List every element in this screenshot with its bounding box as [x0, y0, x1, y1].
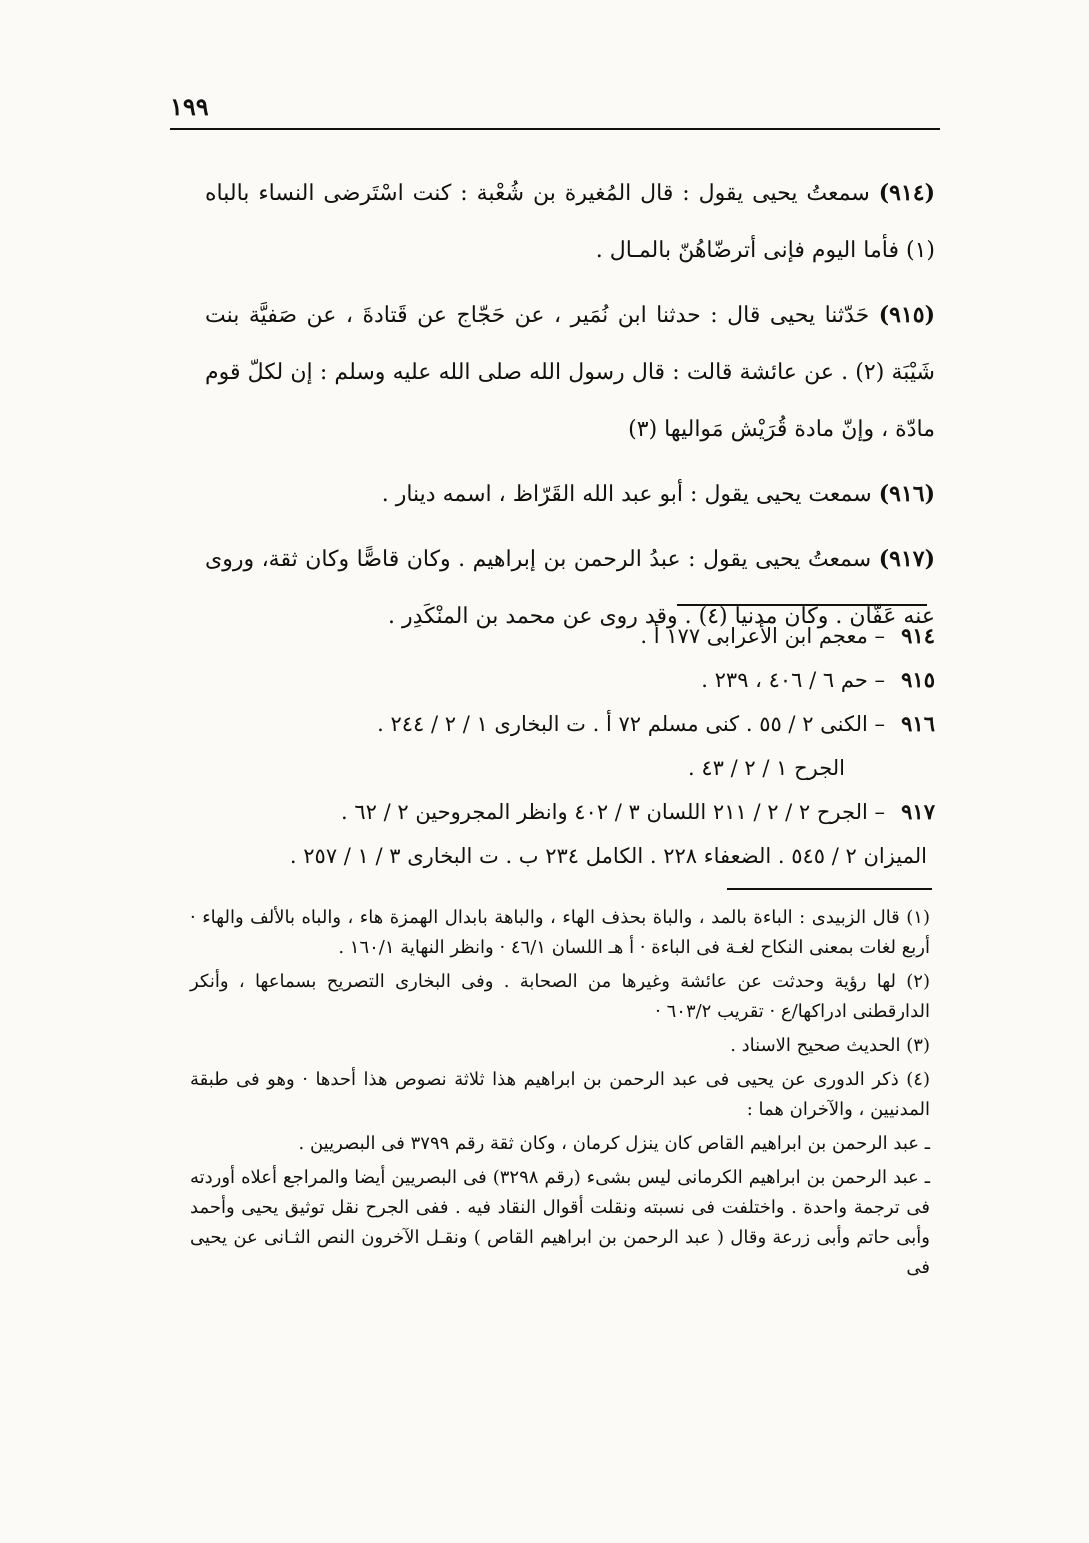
- reference-914: [205, 614, 935, 658]
- reference-number: ٩١٥: [901, 667, 935, 692]
- entry-914: [205, 165, 935, 279]
- reference-text: – حم ٦ / ٤٠٦ ، ٢٣٩ .: [701, 668, 885, 692]
- reference-text: الجرح ١ / ٢ / ٤٣ .: [688, 756, 845, 780]
- reference-text: – الكنى ٢ / ٥٥ . كنى مسلم ٧٢ أ . ت البخارى ١ / ٢ / ٢٤٤ .: [377, 712, 885, 736]
- reference-text: – الجرح ٢ / ٢ / ٢١١ اللسان ٣ / ٤٠٢ وانظر المجروحين ٢ / ٦٢ .: [341, 800, 885, 824]
- top-rule: [170, 128, 940, 130]
- entry-number: (٩١٤): [878, 180, 935, 206]
- reference-number: ٩١٧: [901, 799, 935, 824]
- footnote-3: (٣) الحديث صحيح الاسناد .: [730, 1035, 930, 1056]
- entry-number: (٩١٥): [878, 302, 935, 328]
- reference-text: الميزان ٢ / ٥٤٥ . الضعفاء ٢٢٨ . الكامل ٢٣٤ ب . ت البخارى ٣ / ١ / ٢٥٧ .: [289, 844, 927, 868]
- references: [205, 614, 935, 878]
- entry-915: [205, 287, 935, 458]
- reference-917-cont: [205, 834, 935, 878]
- footnotes-rule: [727, 888, 932, 890]
- footnote-4-item-2: ـ عبد الرحمن بن ابراهيم الكرمانى ليس بشىء (رقم ٣٢٩٨) فى البصريين أيضا والمراجع أعلاه أوردته فى ترجمة واحدة . واختلفت فى نسبته ونقلت أقوال النقاد فيه . ففى الجرح نقل توثيق يحيى وأحمد وأبى حاتم وأبى زرعة وقال ( عبد الرحمن بن ابراهيم القاص ) ونقـل الآخرون النص الثـانى عن يحيى فى: [190, 1167, 930, 1278]
- references-rule: [677, 604, 927, 606]
- entry-text: سمعت يحيى يقول : أبو عبد الله القَرّاظ ، اسمه دينار .: [381, 482, 872, 507]
- page-number: ١٩٩: [170, 92, 209, 121]
- reference-916: [205, 702, 935, 746]
- entry-number: (٩١٧): [878, 546, 935, 572]
- entry-text: حَدّثنا يحيى قال : حدثنا ابن نُمَير ، عن حَجّاج عن قَتادةَ ، عن صَفيَّة بنت شَيْبَة (٢) . عن عائشة قالت : قال رسول الله صلى الله عليه وسلم : إن لكلّ قوم مادّة ، وإنّ مادة قُرَيْش مَواليها (٣): [205, 303, 935, 442]
- reference-917: [205, 790, 935, 834]
- main-text: [205, 165, 935, 645]
- entry-text: سمعتُ يحيى يقول : قال المُغيرة بن شُعْبة : كنت اسْتَرضى النساء بالباه (١) فأما اليوم فإنى أترضّاهُنّ بالمـال .: [205, 181, 935, 263]
- footnote-4: (٤) ذكر الدورى عن يحيى فى عبد الرحمن بن ابراهيم هذا ثلاثة نصوص هذا أحدها · وهو فى طبقة المدنيين ، والآخران هما :: [190, 1069, 930, 1120]
- entry-number: (٩١٦): [878, 481, 935, 507]
- reference-915: [205, 658, 935, 702]
- footnote-2: (٢) لها رؤية وحدثت عن عائشة وغيرها من الصحابة . وفى البخارى التصريح بسماعها ، وأنكر الدارقطنى ادراكها/ع · تقريب ٦٠٣/٢ ·: [190, 971, 930, 1022]
- footnote-4-item-1: ـ عبد الرحمن بن ابراهيم القاص كان ينزل كرمان ، وكان ثقة رقم ٣٧٩٩ فى البصريين .: [298, 1133, 930, 1154]
- reference-number: ٩١٦: [901, 711, 935, 736]
- reference-916-cont: [205, 746, 935, 790]
- entry-text: سمعتُ يحيى يقول : عبدُ الرحمن بن إبراهيم . وكان قاصًّا وكان ثقة، وروى عنه عَفّان . وكان مدنيا (٤) . وقد روى عن محمد بن المنْكَدِر .: [205, 547, 935, 629]
- reference-number: ٩١٤: [901, 623, 935, 648]
- footnote-1: (١) قال الزبيدى : الباءة بالمد ، والباة بحذف الهاء ، والباهة بابدال الهمزة هاء ، والباه بالألف والهاء · أربع لغات بمعنى النكاح لغـة فى الباءة · أ هـ اللسان ٤٦/١ · وانظر النهاية ١٦٠/١ .: [190, 907, 930, 958]
- reference-text: – معجم ابن الأعرابى ١٧٧ أ .: [640, 624, 885, 648]
- footnotes: [190, 903, 930, 1287]
- entry-916: [205, 466, 935, 523]
